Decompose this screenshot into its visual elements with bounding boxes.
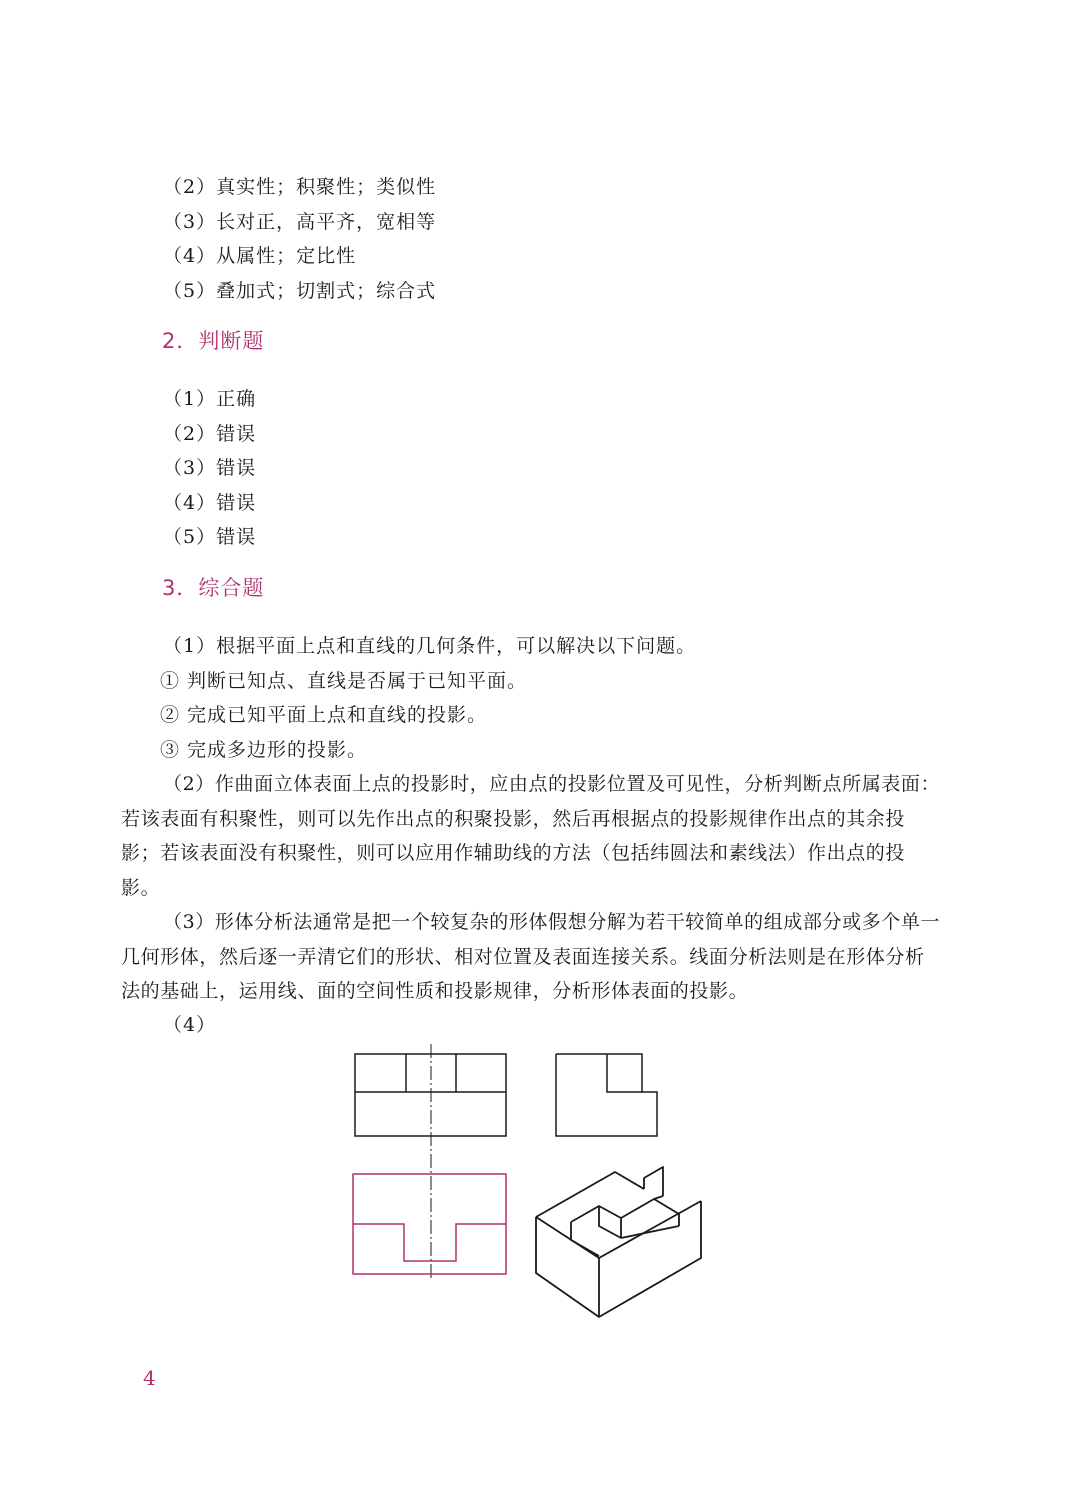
q1-item-2: ② 完成已知平面上点和直线的投影。 [160,704,488,726]
fill-answer-4: （4）从属性；定比性 [163,245,357,267]
section-3-heading: 3．综合题 [162,576,265,600]
q2-paragraph: （2）作曲面立体表面上点的投影时，应由点的投影位置及可见性，分析判断点所属表面：若该表面有积聚性，则可以先作出点的积聚投影，然后再根据点的投影规律作出点的其余投影；若该表面没有积聚性，则可以应用作辅助线的方法（包括纬圆法和素线法）作出点的投影。 [121,773,941,899]
judge-answer-1: （1）正确 [163,388,257,410]
q1-item-3: ③ 完成多边形的投影。 [160,739,368,761]
judge-answer-5: （5）错误 [163,526,257,548]
judge-answer-4: （4）错误 [163,492,257,514]
section-2-heading: 2．判断题 [162,329,265,353]
fill-answer-5: （5）叠加式；切割式；综合式 [163,280,437,302]
page-number: 4 [143,1366,156,1390]
q4-label: （4） [163,1014,217,1036]
q1-intro: （1）根据平面上点和直线的几何条件，可以解决以下问题。 [163,635,697,657]
judge-answer-3: （3）错误 [163,457,257,479]
fill-answer-3: （3）长对正，高平齐，宽相等 [163,211,437,233]
judge-answer-2: （2）错误 [163,423,257,445]
projection-figure [345,1042,765,1332]
q1-item-1: ① 判断已知点、直线是否属于已知平面。 [160,670,528,692]
q3-paragraph: （3）形体分析法通常是把一个较复杂的形体假想分解为若干较简单的组成部分或多个单一几何形体，然后逐一弄清它们的形状、相对位置及表面连接关系。线面分析法则是在形体分析法的基础上，运用线、面的空间性质和投影规律，分析形体表面的投影。 [121,911,941,1002]
fill-answer-2: （2）真实性；积聚性；类似性 [163,176,437,198]
